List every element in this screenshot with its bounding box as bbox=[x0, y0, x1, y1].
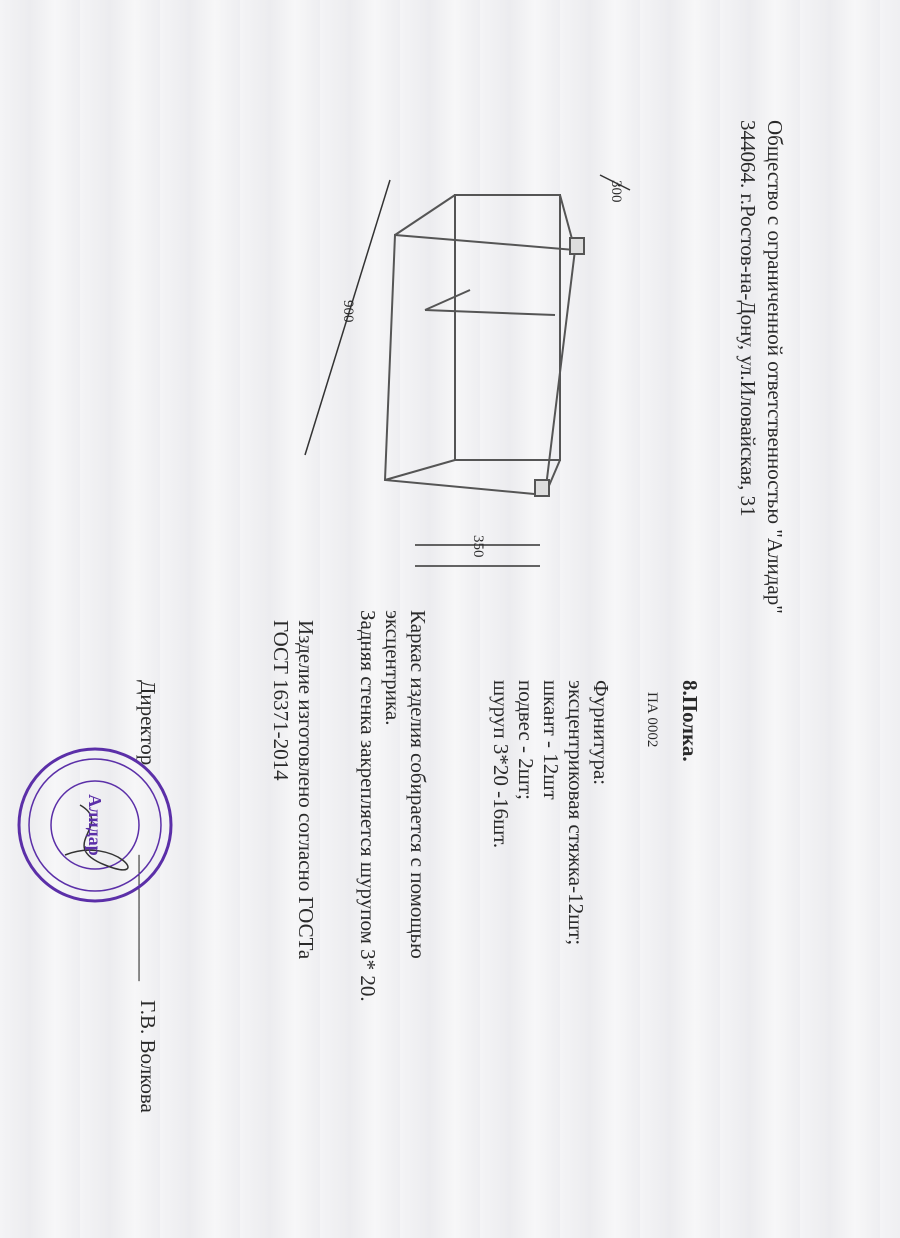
fitting-item: подвес - 2шт; bbox=[514, 680, 538, 800]
product-code: ПА 0002 bbox=[644, 692, 660, 748]
company-name: Общество с ограниченной ответственностью "Алидар" bbox=[763, 120, 787, 614]
note-line: эксцентрика. bbox=[381, 610, 405, 726]
stamp-center-text: Алидар bbox=[85, 794, 105, 856]
fitting-item: эксцентриковая стяжка-12шт; bbox=[564, 680, 588, 946]
fitting-item: шкант - 12шт bbox=[539, 680, 563, 800]
company-address: 344064. г.Ростов-на-Дону, ул.Иловайская, 31 bbox=[736, 120, 760, 517]
product-title: 8.Полка. bbox=[678, 680, 702, 762]
fitting-item: шуруп 3*20 -16шт. bbox=[489, 680, 513, 849]
standard-code: ГОСТ 16371-2014 bbox=[269, 620, 293, 781]
dimension-height: 350 bbox=[470, 535, 486, 558]
dimension-width: 900 bbox=[340, 300, 356, 323]
fittings-heading: Фурнитура: bbox=[589, 680, 613, 786]
signature-line: ____________ bbox=[136, 855, 160, 981]
company-stamp bbox=[15, 745, 175, 905]
dimension-depth: 300 bbox=[608, 180, 624, 203]
note-line: Задняя стенка закрепляется шурупом 3* 20. bbox=[356, 610, 380, 1002]
standard-line: Изделие изготовлено согласно ГОСТа bbox=[294, 620, 318, 960]
signature-role: Директор bbox=[136, 680, 160, 766]
signature-name: Г.В. Волкова bbox=[136, 1000, 160, 1113]
note-line: Каркас изделия собирается с помощью bbox=[406, 610, 430, 959]
